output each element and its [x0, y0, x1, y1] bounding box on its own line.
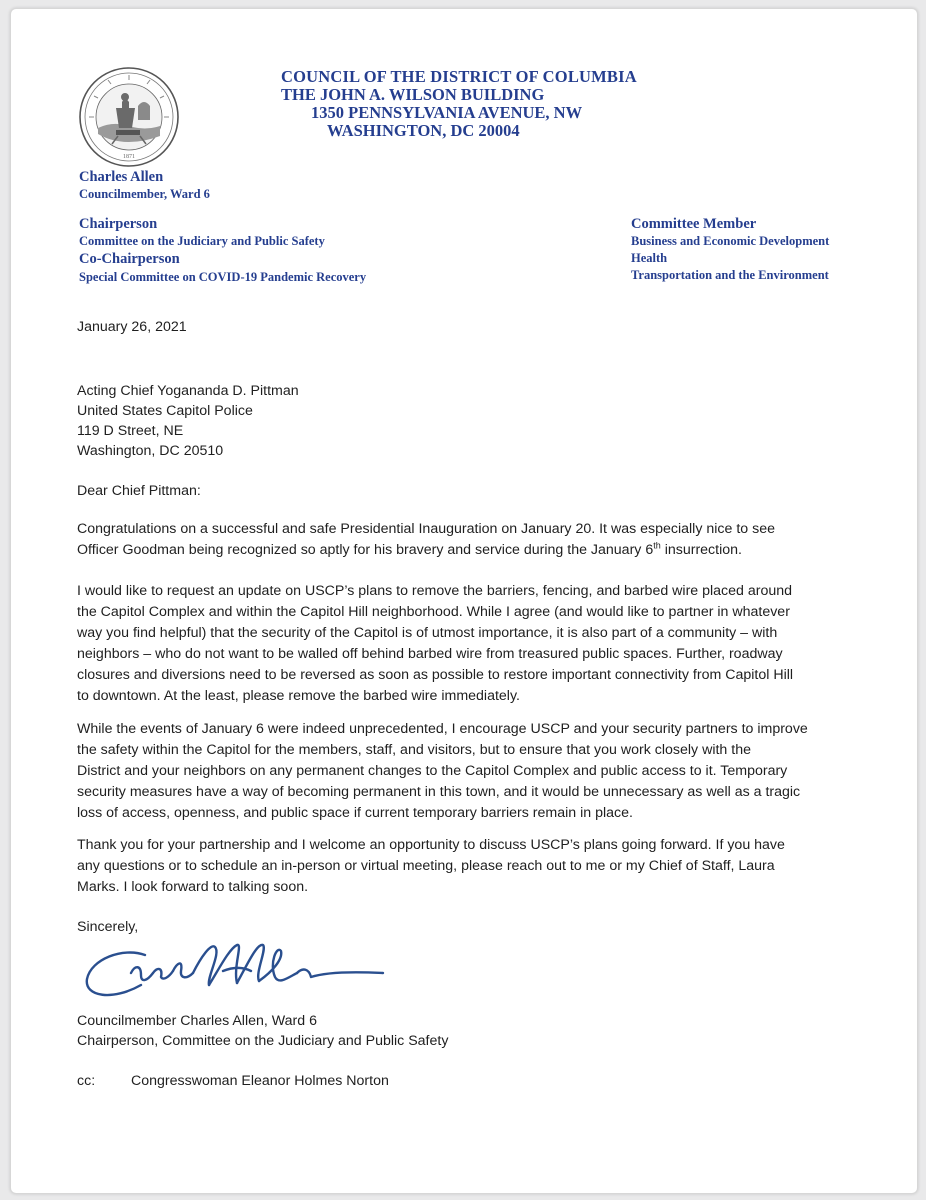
- paragraph-line: neighbors – who do not want to be walled off behind barbed wire from treasured public spaces. Further, roadway: [77, 646, 783, 662]
- salutation: Dear Chief Pittman:: [77, 483, 201, 499]
- letterhead-line-2: THE JOHN A. WILSON BUILDING: [281, 85, 545, 104]
- member-name: Charles Allen: [79, 169, 164, 185]
- handwritten-signature-icon: [83, 937, 403, 1007]
- recipient-line: 119 D Street, NE: [77, 423, 184, 439]
- signature-name: Councilmember Charles Allen, Ward 6: [77, 1013, 317, 1029]
- letterhead-line-4: WASHINGTON, DC 20004: [327, 121, 520, 140]
- paragraph-line: closures and diversions need to be reversed as soon as possible to restore important connectivity from Capitol Hill: [77, 667, 794, 683]
- recipient-line: United States Capitol Police: [77, 403, 253, 419]
- paragraph-text: insurrection.: [660, 542, 742, 558]
- paragraph-line: loss of access, openness, and public space if current temporary barriers remain in place.: [77, 805, 633, 821]
- paragraph-line: way you find helpful) that the security of the Capitol is of utmost importance, it is also part of a community – with: [77, 625, 778, 641]
- signature-title: Chairperson, Committee on the Judiciary and Public Safety: [77, 1033, 449, 1049]
- paragraph-line: the safety within the Capitol for the members, staff, and visitors, but to ensure that you work closely with the: [77, 742, 751, 758]
- paragraph-line: I would like to request an update on USCP’s plans to remove the barriers, fencing, and barbed wire placed around: [77, 583, 793, 599]
- paragraph-line: security measures have a way of becoming permanent in this town, and it would be unnecessary as well as a tragic: [77, 784, 801, 800]
- recipient-line: Acting Chief Yogananda D. Pittman: [77, 383, 299, 399]
- paragraph-line: While the events of January 6 were indeed unprecedented, I encourage USCP and your security partners to improve: [77, 721, 808, 737]
- ordinal-suffix: th: [653, 540, 661, 551]
- committee-item: Transportation and the Environment: [631, 268, 829, 282]
- svg-text:1871: 1871: [123, 154, 135, 160]
- closing: Sincerely,: [77, 919, 139, 935]
- paragraph-1: [77, 519, 877, 561]
- paragraph-line: [77, 540, 877, 561]
- paragraph-line: any questions or to schedule an in-person or virtual meeting, please reach out to me or my Chief of Staff, Laura: [77, 858, 775, 874]
- letter-page: [10, 8, 918, 1194]
- cc-name: Congresswoman Eleanor Holmes Norton: [131, 1073, 389, 1089]
- paragraph-line: Marks. I look forward to talking soon.: [77, 879, 309, 895]
- cochair-label: Co-Chairperson: [79, 251, 180, 267]
- paragraph-line: to downtown. At the least, please remove the barbed wire immediately.: [77, 688, 520, 704]
- paragraph-3: [77, 719, 877, 824]
- letter-date: January 26, 2021: [77, 319, 187, 335]
- paragraph-line: the Capitol Complex and within the Capitol Hill neighborhood. While I agree (and would like to partner in whatever: [77, 604, 790, 620]
- paragraph-line: Congratulations on a successful and safe Presidential Inauguration on January 20. It was especially nice to see: [77, 521, 775, 537]
- recipient-line: Washington, DC 20510: [77, 443, 224, 459]
- paragraph-4: [77, 835, 877, 898]
- committee-item: Business and Economic Development: [631, 234, 830, 248]
- committee-item: Health: [631, 251, 668, 265]
- chair-committee: Committee on the Judiciary and Public Safety: [79, 234, 325, 248]
- paragraph-line: District and your neighbors on any permanent changes to the Capitol Complex and public access to it. Temporary: [77, 763, 788, 779]
- cc-label: cc:: [77, 1073, 96, 1089]
- member-title: Councilmember, Ward 6: [79, 187, 210, 201]
- paragraph-text: Officer Goodman being recognized so aptly for his bravery and service during the January 6: [77, 542, 654, 558]
- committee-member-label: Committee Member: [631, 216, 757, 232]
- letterhead-line-3: 1350 PENNSYLVANIA AVENUE, NW: [311, 103, 583, 122]
- cochair-committee: Special Committee on COVID-19 Pandemic Recovery: [79, 270, 367, 284]
- letterhead-line-1: COUNCIL OF THE DISTRICT OF COLUMBIA: [281, 67, 637, 86]
- paragraph-2: [77, 581, 877, 707]
- chair-label: Chairperson: [79, 216, 158, 232]
- paragraph-line: Thank you for your partnership and I welcome an opportunity to discuss USCP’s plans going forward. If you have: [77, 837, 785, 853]
- district-of-columbia-seal-icon: [78, 66, 180, 168]
